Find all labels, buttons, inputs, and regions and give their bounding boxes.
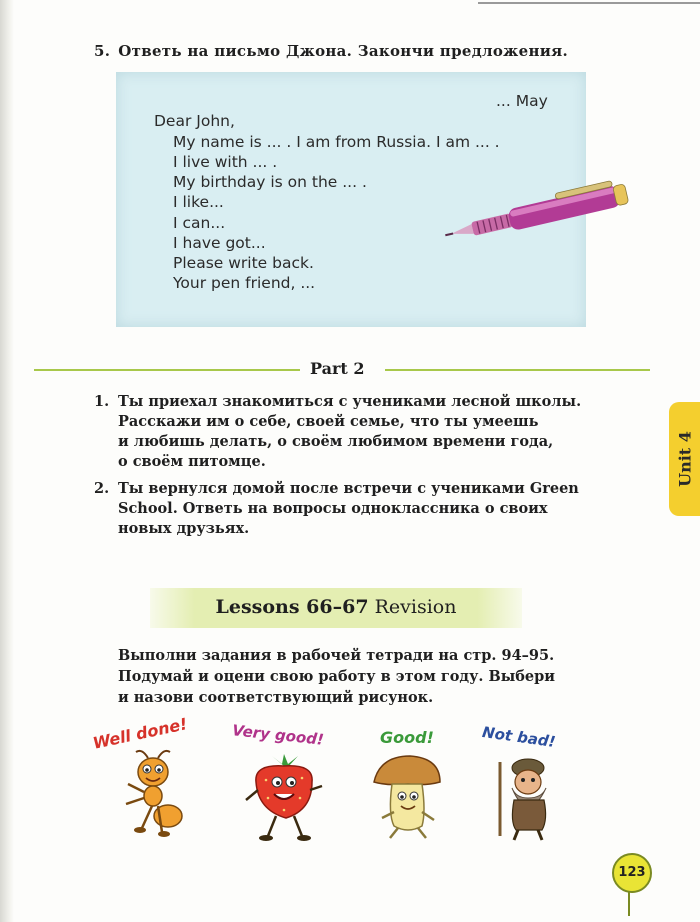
rating-label-good: Good! (380, 728, 434, 747)
letter-date: ... May (496, 92, 548, 110)
rating-label-very-good: Very good! (231, 721, 325, 749)
pen-illustration (440, 180, 635, 240)
lesson-banner (150, 588, 522, 628)
lesson-instructions (118, 645, 555, 708)
instruction-line: и назови соответствующий рисунок. (118, 689, 434, 706)
rating-label-not-bad: Not bad! (481, 722, 557, 752)
lesson-title-bold: Lessons 66–67 (215, 596, 369, 618)
letter-line: Your pen friend, ... (173, 274, 316, 292)
task-number: 2. (94, 480, 110, 497)
exercise-5-number: 5. (94, 42, 111, 60)
instruction-line: Подумай и оцени свою работу в этом году. Выбери (118, 668, 556, 685)
letter-line: I live with ... . (173, 153, 278, 171)
letter-line: I can... (173, 214, 226, 232)
task-line: новых друзьях. (118, 520, 250, 537)
task-line: School. Ответь на вопросы одноклассника о своих (118, 500, 548, 517)
instruction-line: Выполни задания в рабочей тетради на стр. 94–95. (118, 647, 555, 664)
part-rule-left (34, 369, 300, 371)
mushroom-icon (370, 752, 444, 844)
letter-line: My name is ... . I am from Russia. I am ... . (173, 133, 500, 151)
task-line: Расскажи им о себе, своей семье, что ты умеешь (118, 413, 539, 430)
letter-greeting: Dear John, (154, 112, 235, 130)
part-rule-right (385, 369, 650, 371)
task-line: Ты вернулся домой после встречи с учениками Green (118, 480, 579, 497)
letter-line: I like... (173, 193, 224, 211)
letter-line: My birthday is on the ... . (173, 173, 367, 191)
task-line: Ты приехал знакомиться с учениками лесной школы. (118, 393, 582, 410)
ant-icon (112, 748, 192, 844)
page-number-badge: 123 (612, 853, 652, 893)
unit-tab-label: Unit 4 (675, 431, 694, 487)
page-spine-shadow (0, 0, 14, 922)
lesson-title-rest: Revision (374, 596, 457, 618)
page-number-tail (628, 892, 630, 916)
task-line: о своём питомце. (118, 453, 266, 470)
part-2-task-2 (94, 479, 579, 539)
letter-line: Please write back. (173, 254, 314, 272)
part-2-title: Part 2 (310, 359, 365, 378)
letter-line: I have got... (173, 234, 266, 252)
unit-tab (669, 402, 700, 516)
top-rule (478, 2, 700, 4)
part-2-task-1 (94, 392, 582, 472)
rating-label-well-done: Well done! (91, 714, 189, 753)
exercise-5-text: Ответь на письмо Джона. Закончи предложения. (118, 42, 569, 60)
task-number: 1. (94, 393, 110, 410)
exercise-5-title (94, 42, 568, 60)
gnome-icon (490, 752, 560, 844)
strawberry-icon (240, 752, 330, 844)
task-line: и любишь делать, о своём любимом времени года, (118, 433, 554, 450)
lesson-title (150, 596, 522, 618)
